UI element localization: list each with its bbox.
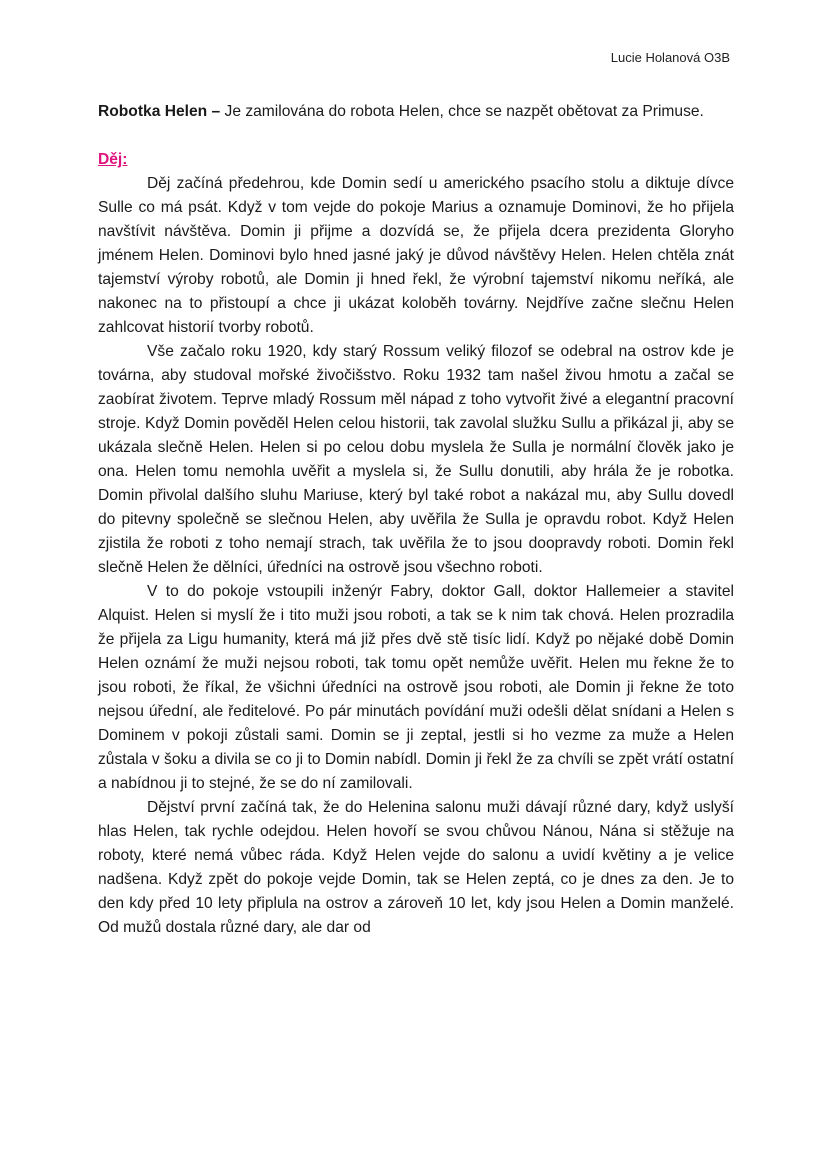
page-header-author: Lucie Holanová O3B — [610, 50, 730, 65]
body-paragraph: Dějství první začíná tak, že do Helenina salonu muži dávají různé dary, když uslyší hlas Helen, tak rychle odejdou. Helen hovoří se svou chůvou Nánou, Nána si stěžuje na roboty, které nemá vůbec ráda. Když Helen vejde do salonu a uvidí květiny a je velice nadšena. Když zpět do pokoje vejde Domin, tak se Helen zeptá, co je dnes za den. Je to den kdy před 10 lety připlula na ostrov a zároveň 10 let, kdy jsou Helen a Domin manželé. Od mužů dostala různé dary, ale dar od — [98, 799, 734, 936]
body-paragraph: Vše začalo roku 1920, kdy starý Rossum veliký filozof se odebral na ostrov kde je továrna, aby studoval mořské živočišstvo. Roku 1932 tam našel živou hmotu a začal se zaobírat životem. Teprve mladý Rossum měl nápad z toho vytvořit živé a elegantní pracovní stroje. Když Domin pověděl Helen celou historii, tak zavolal služku Sullu a přikázal ji, aby se ukázala slečně Helen. Helen si po celou dobu myslela že Sulla je normální člověk jako je ona. Helen tomu nemohla uvěřit a myslela si, že Sullu donutili, aby hrála že je robotka. Domin přivolal dalšího sluhu Mariuse, který byl také robot a nakázal mu, aby Sullu dovedl do pitevny společně se slečnou Helen, aby uvěřila že Sulla je opravdu robot. Když Helen zjistila že roboti z toho nemají strach, tak uvěřila že to jsou doopravdy roboti. Domin řekl slečně Helen že dělníci, úředníci na ostrově jsou všechno roboti. — [98, 343, 734, 576]
document-body — [98, 100, 734, 940]
section-title: Děj: — [98, 151, 128, 168]
intro-paragraph — [98, 100, 734, 124]
intro-text: Je zamilována do robota Helen, chce se nazpět obětovat za Primuse. — [220, 103, 704, 120]
body-paragraph: Děj začíná předehrou, kde Domin sedí u amerického psacího stolu a diktuje dívce Sulle co má psát. Když v tom vejde do pokoje Marius a oznamuje Dominovi, že ho přijela navštívit návštěva. Domin ji přijme a dozvídá se, že přijela dcera prezidenta Gloryho jménem Helen. Dominovi bylo hned jasné jaký je důvod návštěvy Helen. Helen chtěla znát tajemství výroby robotů, ale Domin ji hned řekl, že výrobní tajemství nikomu neříká, ale nakonec na to přistoupí a chce ji ukázat koloběh továrny. Nejdříve začne slečnu Helen zahlcovat historií tvorby robotů. — [98, 175, 734, 336]
intro-heading: Robotka Helen – — [98, 103, 221, 120]
body-paragraph: V to do pokoje vstoupili inženýr Fabry, doktor Gall, doktor Hallemeier a stavitel Alquist. Helen si myslí že i tito muži jsou roboti, a tak se k nim tak chová. Helen prozradila že přijela za Ligu humanity, která má již přes dvě stě tisíc lidí. Když po nějaké době Domin Helen oznámí že muži nejsou roboti, tak tomu opět nemůže uvěřit. Helen mu řekne že to jsou roboti, že říkal, že všichni úředníci na ostrově jsou roboti, ale Domin ji řekne že toto nejsou úřední, ale ředitelové. Po pár minutách povídání muži odešli dělat snídani a Helen s Dominem v pokoji zůstali sami. Domin se ji zeptal, jestli si ho vezme za muže a Helen zůstala v šoku a divila se co ji to Domin nabídl. Domin ji řekl že za chvíli se zpět vrátí ostatní a nabídnou ji to stejné, že se do ní zamilovali. — [98, 583, 734, 792]
